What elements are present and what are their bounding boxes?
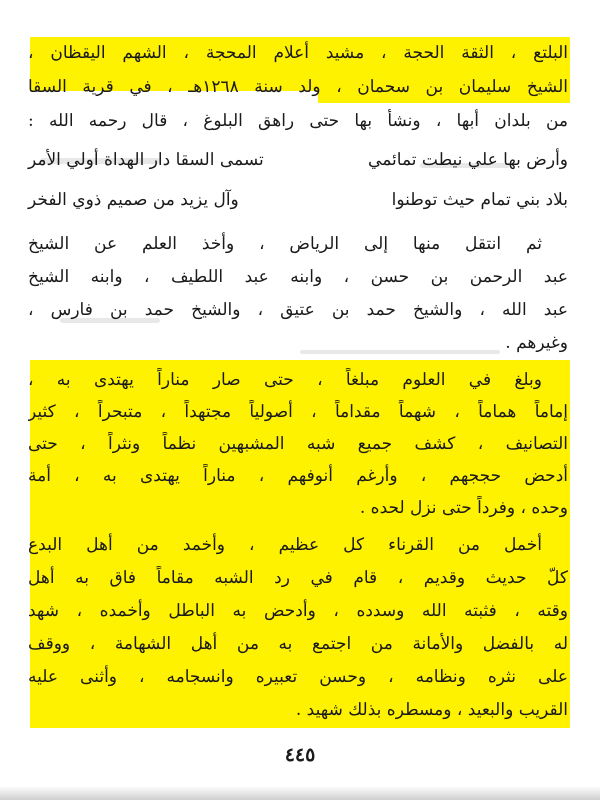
paragraph-4-line-5: على نثره ونظامه ، وحسن تعبيره وانسجامه ، وأثنى عليه bbox=[28, 667, 568, 687]
paragraph-3-line-3: التصانيف ، كشف جميع شبه المشبهين نظماً ونثراً ، حتى bbox=[28, 434, 568, 454]
poem-verse-2-second-hemistich: وآل يزيد من صميم ذوي الفخر bbox=[28, 190, 239, 210]
poem-verse-2-first-hemistich: بلاد بني تمام حيث توطنوا bbox=[391, 190, 568, 210]
poem-verse-1 bbox=[28, 148, 568, 174]
paragraph-3-line-5: وحده ، وفرداً حتى نزل لحده . bbox=[359, 498, 568, 518]
paragraph-3-line-2: إماماً هماماً ، شهماً مقداماً ، أصولياً مجتهداً ، متبحراً ، كثير bbox=[28, 402, 568, 422]
paragraph-4-line-4: له بالفضل والأمانة من اجتمع به من أهل الشهامة ، ووقف bbox=[28, 634, 568, 654]
paragraph-2-line-3: عبد الله ، والشيخ حمد بن عتيق ، والشيخ حمد بن فارس ، bbox=[28, 300, 568, 320]
paragraph-2-line-4: وغيرهم . bbox=[505, 333, 568, 353]
paragraph-4-line-2: كلّ حديث وقديم ، قام في رد الشبه مقاماً فاق به أهل bbox=[28, 568, 568, 588]
paragraph-4-line-1: أخمل من القرناء كل عظيم ، وأخمد من أهل البدع bbox=[28, 535, 542, 555]
paragraph-4-line-3: وقته ، فثبته الله وسدده ، وأدحض به الباطل وأخمده ، شهد bbox=[28, 601, 568, 621]
page-number: ٤٤٥ bbox=[284, 744, 316, 766]
paragraph-2-line-1: ثم انتقل منها إلى الرياض ، وأخذ العلم عن الشيخ bbox=[28, 234, 542, 254]
paragraph-4-line-6: القريب والبعيد ، ومسطره بذلك شهيد . bbox=[295, 700, 568, 720]
paragraph-3-line-4: أدحض حججهم ، وأرغم أنوفهم ، مناراً يهتدى به ، أمة bbox=[28, 466, 568, 486]
paragraph-3-line-1: وبلغ في العلوم مبلغاً ، حتى صار مناراً يهتدى به ، bbox=[28, 370, 542, 390]
paragraph-1-line-1: البلتع ، الثقة الحجة ، مشيد أعلام المحجة ، الشهم اليقظان ، bbox=[28, 43, 568, 63]
poem-verse-1-second-hemistich: تسمى السقا دار الهداة أولي الأمر bbox=[28, 150, 264, 170]
scan-bottom-shadow bbox=[0, 786, 600, 800]
poem-verse-2 bbox=[28, 188, 568, 214]
paragraph-2-line-2: عبد الرحمن بن حسن ، وابنه عبد اللطيف ، وابنه الشيخ bbox=[28, 267, 568, 287]
poem-verse-1-first-hemistich: وأرض بها علي نيطت تمائمي bbox=[368, 150, 568, 170]
paragraph-1-line-3: من بلدان أبها ، ونشأ بها حتى راهق البلوغ ، قال رحمه الله : bbox=[28, 111, 568, 131]
paragraph-1-line-2: الشيخ سليمان بن سحمان ، ولد سنة ١٢٦٨هـ ، في قرية السقا bbox=[28, 77, 568, 97]
